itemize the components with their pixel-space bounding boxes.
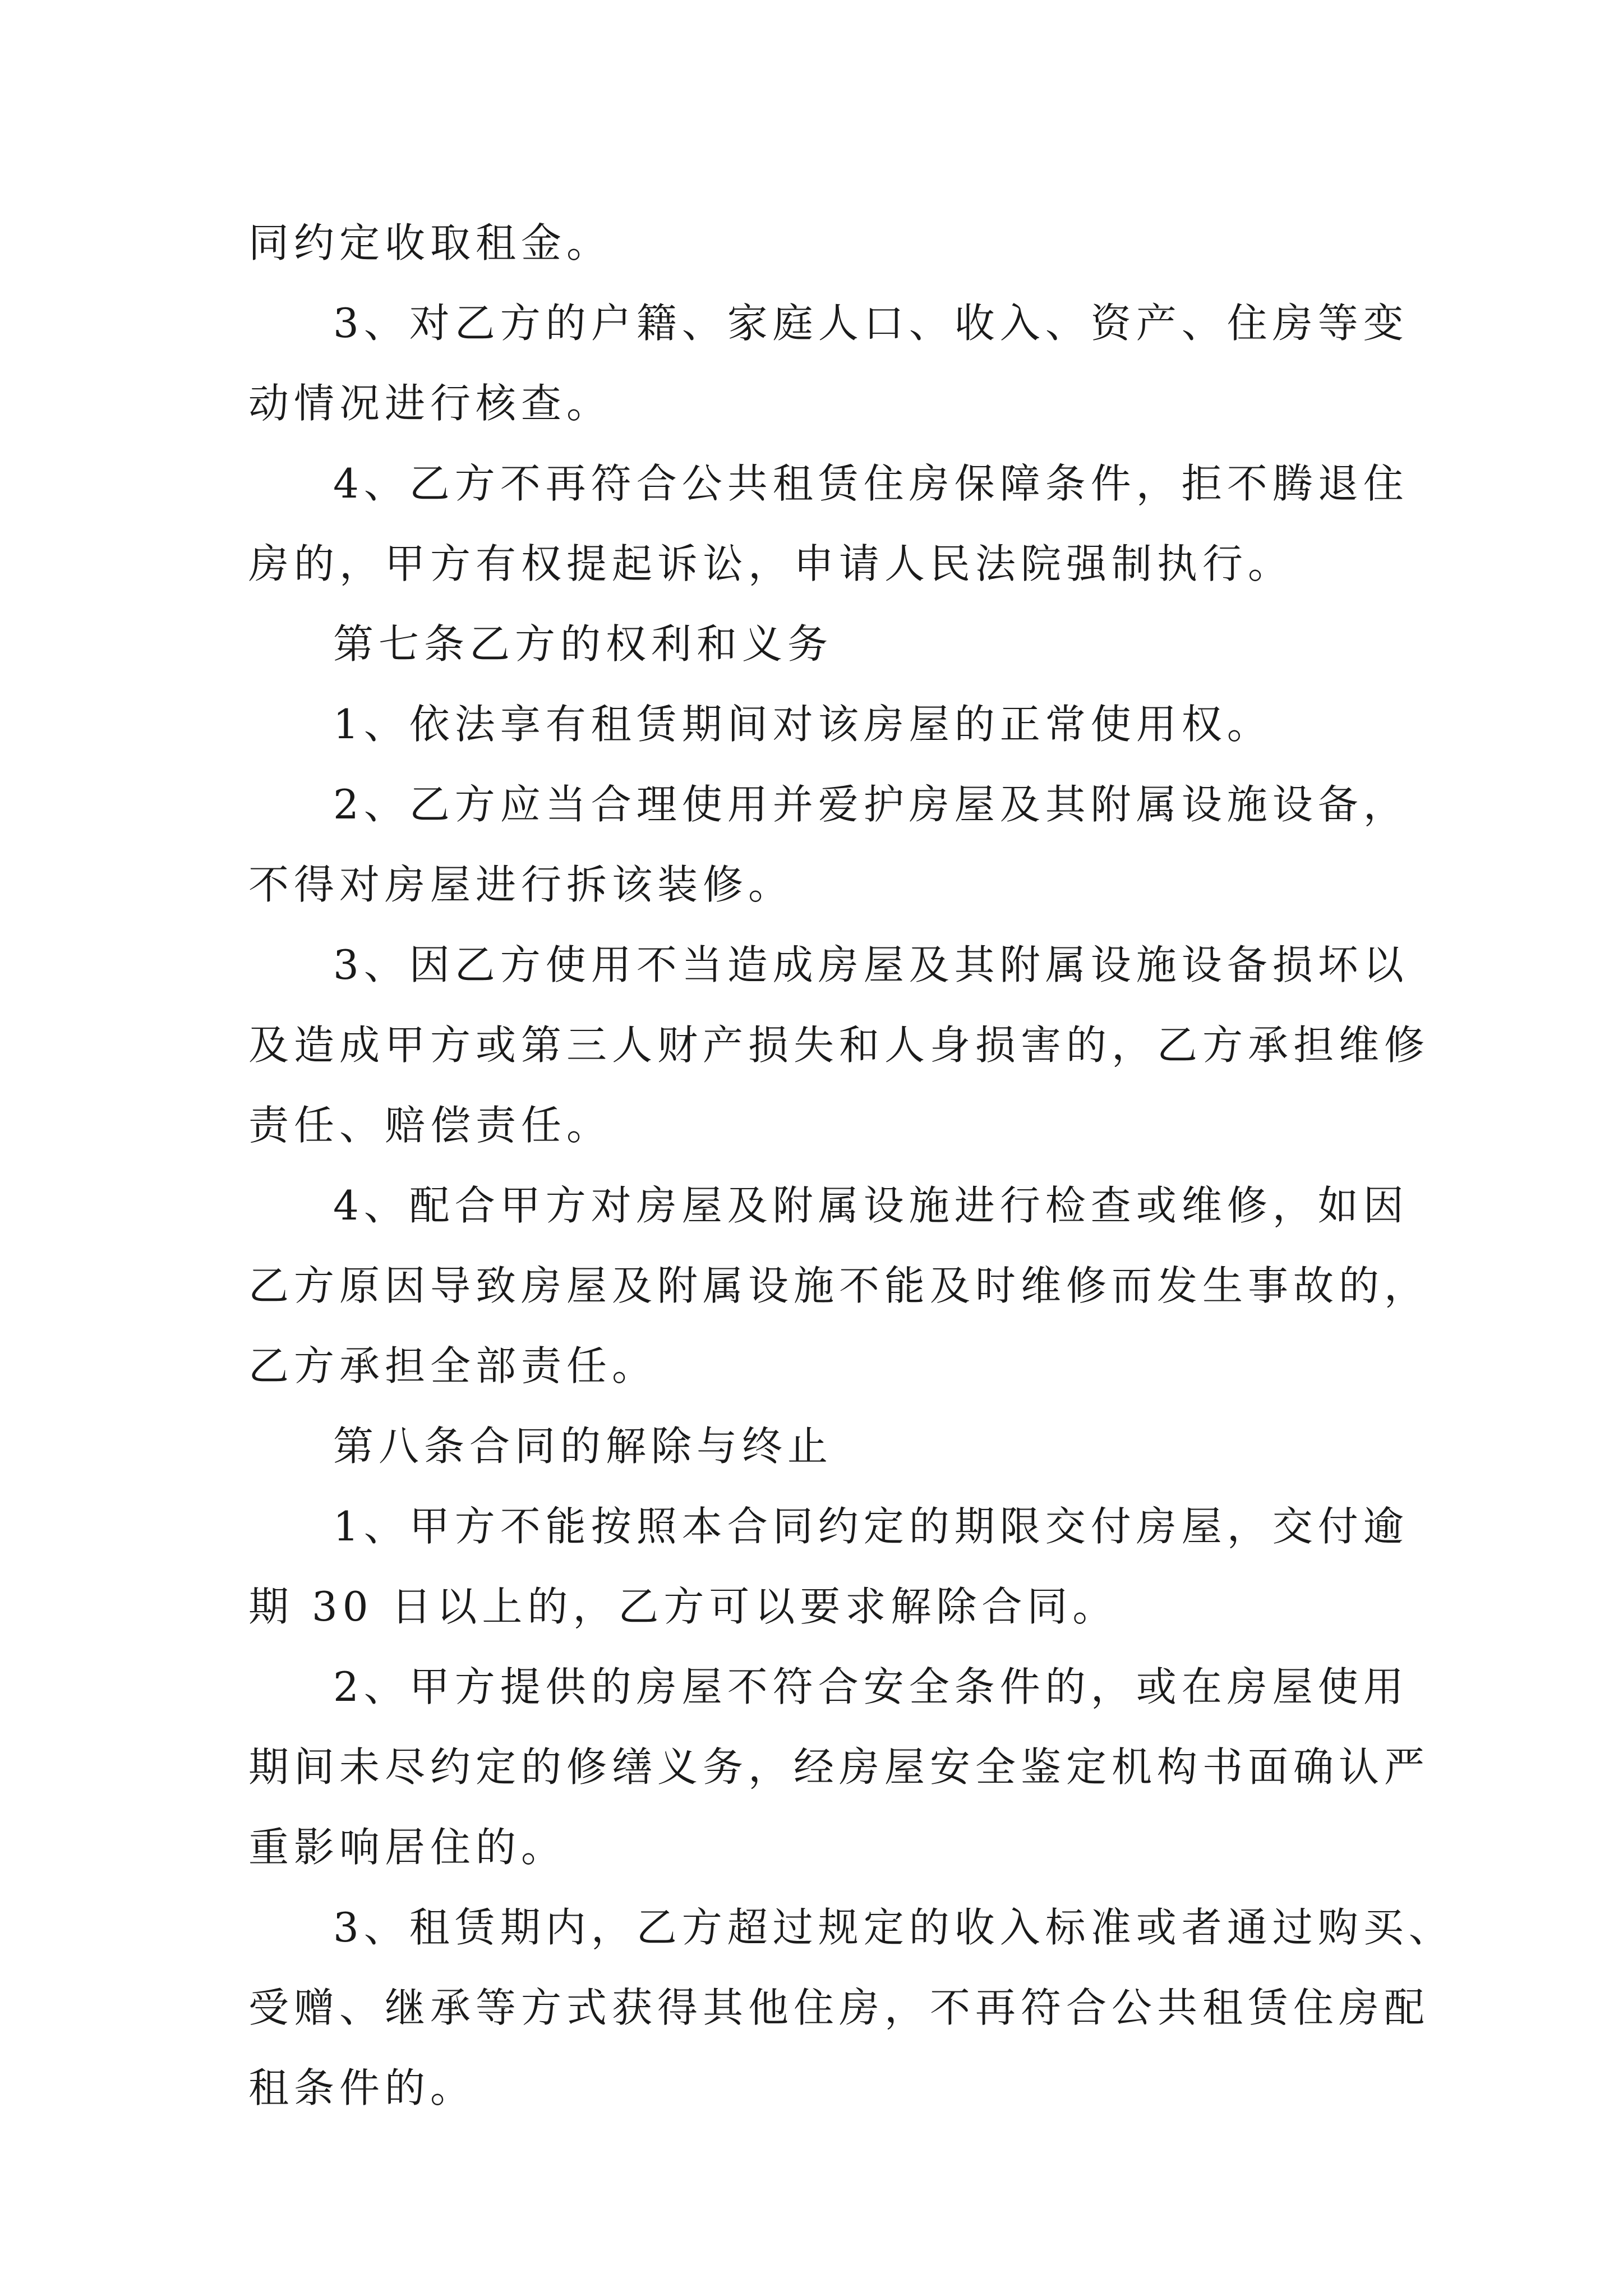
article-8-item-3-line-1: 3、租赁期内，乙方超过规定的收入标准或者通过购买、 bbox=[333, 1904, 1454, 1951]
clause-3-check-line-1: 3、对乙方的户籍、家庭人口、收入、资产、住房等变 bbox=[333, 300, 1409, 347]
clause-3-check-line-2: 动情况进行核查。 bbox=[248, 380, 612, 427]
clause-4-lawsuit-line-2: 房的，甲方有权提起诉讼，申请人民法院强制执行。 bbox=[248, 540, 1294, 587]
article-7-item-3-line-2: 及造成甲方或第三人财产损失和人身损害的，乙方承担维修 bbox=[248, 1022, 1430, 1069]
article-8-item-1-line-2: 期 30 日以上的，乙方可以要求解除合同。 bbox=[248, 1583, 1118, 1630]
article-7-item-3-line-3: 责任、赔偿责任。 bbox=[248, 1102, 612, 1149]
article-8-item-2-line-2: 期间未尽约定的修缮义务，经房屋安全鉴定机构书面确认严 bbox=[248, 1743, 1430, 1791]
article-8-item-3-line-3: 租条件的。 bbox=[248, 2064, 476, 2111]
article-8-item-2-line-1: 2、甲方提供的房屋不符合安全条件的，或在房屋使用 bbox=[333, 1663, 1409, 1710]
article-8-item-1-line-1: 1、甲方不能按照本合同约定的期限交付房屋，交付逾 bbox=[333, 1503, 1409, 1550]
article-8-item-3-line-2: 受赠、继承等方式获得其他住房，不再符合公共租赁住房配 bbox=[248, 1984, 1430, 2031]
document-body bbox=[248, 203, 1454, 2128]
article-8-item-2-line-3: 重影响居住的。 bbox=[248, 1824, 567, 1871]
article-7-item-3-line-1: 3、因乙方使用不当造成房屋及其附属设施设备损坏以 bbox=[333, 941, 1409, 988]
article-7-item-4-line-3: 乙方承担全部责任。 bbox=[248, 1342, 658, 1389]
article-7-item-2-line-2: 不得对房屋进行拆该装修。 bbox=[248, 861, 794, 908]
article-7-item-2-line-1: 2、乙方应当合理使用并爱护房屋及其附属设施设备， bbox=[333, 781, 1409, 828]
text-line: 同约定收取租金。 bbox=[248, 219, 612, 266]
article-7-item-4-line-1: 4、配合甲方对房屋及附属设施进行检查或维修，如因 bbox=[333, 1182, 1409, 1229]
article-7-item-4-line-2: 乙方原因导致房屋及附属设施不能及时维修而发生事故的， bbox=[248, 1262, 1430, 1309]
clause-4-lawsuit-line-1: 4、乙方不再符合公共租赁住房保障条件，拒不腾退住 bbox=[333, 460, 1409, 507]
article-8-heading: 第八条合同的解除与终止 bbox=[333, 1423, 833, 1470]
article-7-item-1: 1、依法享有租赁期间对该房屋的正常使用权。 bbox=[333, 701, 1272, 748]
article-7-heading: 第七条乙方的权利和义务 bbox=[333, 620, 833, 668]
